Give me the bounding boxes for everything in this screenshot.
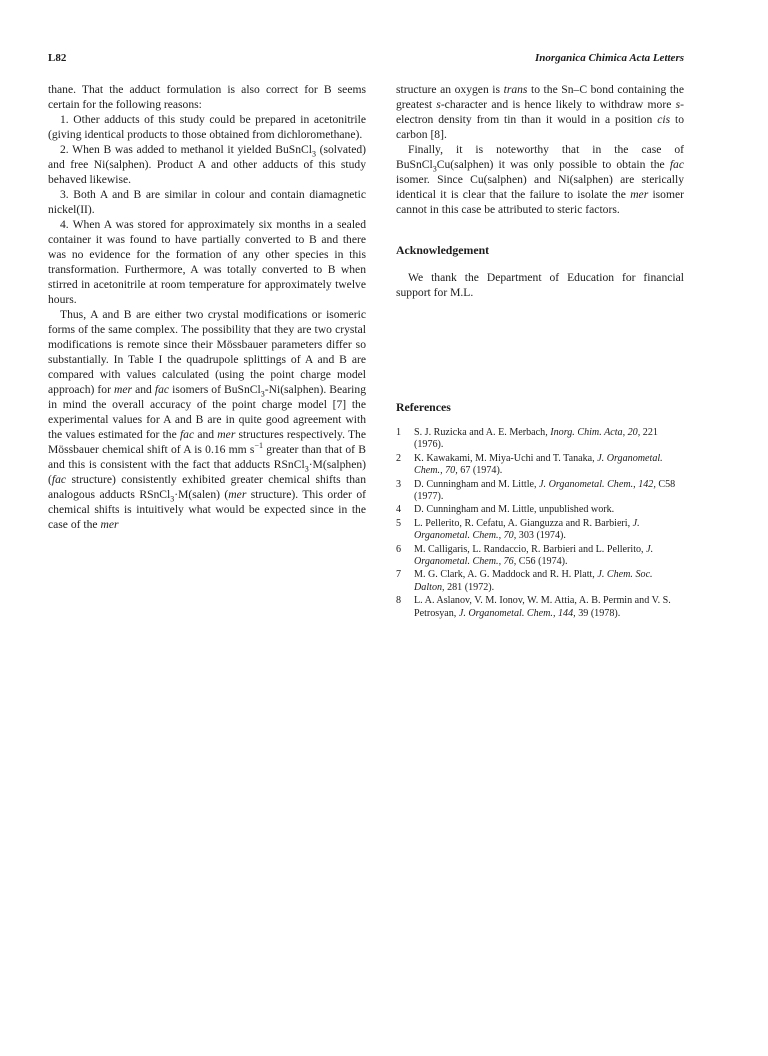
- reference-item: 1 S. J. Ruzicka and A. E. Merbach, Inorg. Chim. Acta, 20, 221 (1976).: [396, 427, 658, 451]
- left-column: [48, 82, 366, 532]
- paragraph: 3. Both A and B are similar in colour and contain diamagnetic nickel(II).: [48, 188, 366, 216]
- right-column: [396, 82, 684, 621]
- paragraph: thane. That the adduct formulation is also correct for B seems certain for the following reasons:: [48, 83, 366, 111]
- reference-item: 2 K. Kawakami, M. Miya-Uchi and T. Tanaka, J. Organometal. Chem., 70, 67 (1974).: [396, 452, 663, 477]
- reference-item: 8 L. A. Aslanov, V. M. Ionov, W. M. Attia, A. B. Permin and V. S. Petrosyan, J. Organometal. Chem., 144, 39 (1978).: [396, 595, 671, 619]
- paragraph: 1. Other adducts of this study could be prepared in acetonitrile (giving identical products to those obtained from dichloromethane).: [48, 113, 366, 141]
- acknowledgement-heading: Acknowledgement: [396, 243, 490, 257]
- paragraph: 4. When A was stored for approximately six months in a sealed container it was found to have partially converted to B and there was no evidence for the formation of any other species in this transformation. Furthermore, A was totally converted to B when stirred in acetonitrile at room temperature for approximately twelve hours.: [48, 218, 366, 306]
- page-header: [48, 52, 684, 68]
- references-heading: References: [396, 400, 451, 414]
- reference-item: 5 L. Pellerito, R. Cefatu, A. Gianguzza and R. Barbieri, J. Organometal. Chem., 70, 303 (1974).: [396, 517, 640, 542]
- reference-item: 6 M. Calligaris, L. Randaccio, R. Barbieri and L. Pellerito, J. Organometal. Chem., 76, C56 (1974).: [396, 543, 654, 568]
- reference-item: 7 M. G. Clark, A. G. Maddock and R. H. Platt, J. Chem. Soc. Dalton, 281 (1972).: [396, 569, 653, 593]
- paragraph: 2. When B was added to methanol it yielded BuSnCl$_3$ (solvated) and free Ni(salphen). Product A and other adducts of this study behaved likewise.: [48, 143, 366, 186]
- journal-title: Inorganica Chimica Acta Letters: [534, 52, 684, 64]
- reference-item: 3 D. Cunningham and M. Little, J. Organometal. Chem., 142, C58 (1977).: [396, 478, 676, 503]
- paragraph: structure an oxygen is trans to the Sn–C bond containing the greatest s-character and is hence likely to withdraw more s-electron density from tin than it would in a position cis to carbon [8].: [396, 83, 685, 141]
- paragraph: Finally, it is noteworthy that in the case of BuSnCl$_3$Cu(salphen) it was only possible to obtain the fac isomer. Since Cu(salphen) and Ni(salphen) are sterically identical it is clear that the failure to isolate the mer isomer cannot in this case be attributed to steric factors.: [396, 143, 685, 216]
- paragraph: Thus, A and B are either two crystal modifications or isomeric forms of the same complex. The possibility that they are two crystal modifications is remote since their Mössbauer parameters differ so substantially. In Table I the quadrupole splittings of A and B are compared with values calculated (using the point charge model approach) for mer and fac isomers of BuSnCl$_3$-Ni(salphen). Bearing in mind the overall accuracy of the point charge model [7] the experimental values for A and B are in quite good agreement with the values estimated for the fac and mer structures respectively. The Mössbauer chemical shift of A is 0.16 mm $s^{-1}$ greater than that of B and this is consistent with the fact that adducts RSnCl$_3$·M(salphen) (fac structure) consistently exhibited greater chemical shifts than analogous adducts RSnCl$_3$·M(salen) (mer structure). This order of chemical shifts is intuitively what would be expected since in the case of the mer: [48, 308, 367, 531]
- reference-item: 4 D. Cunningham and M. Little, unpublished work.: [396, 504, 615, 516]
- acknowledgement-text: We thank the Department of Education for financial support for M.L.: [396, 271, 684, 299]
- reference-list: [396, 427, 684, 620]
- page-number: L82: [48, 52, 67, 64]
